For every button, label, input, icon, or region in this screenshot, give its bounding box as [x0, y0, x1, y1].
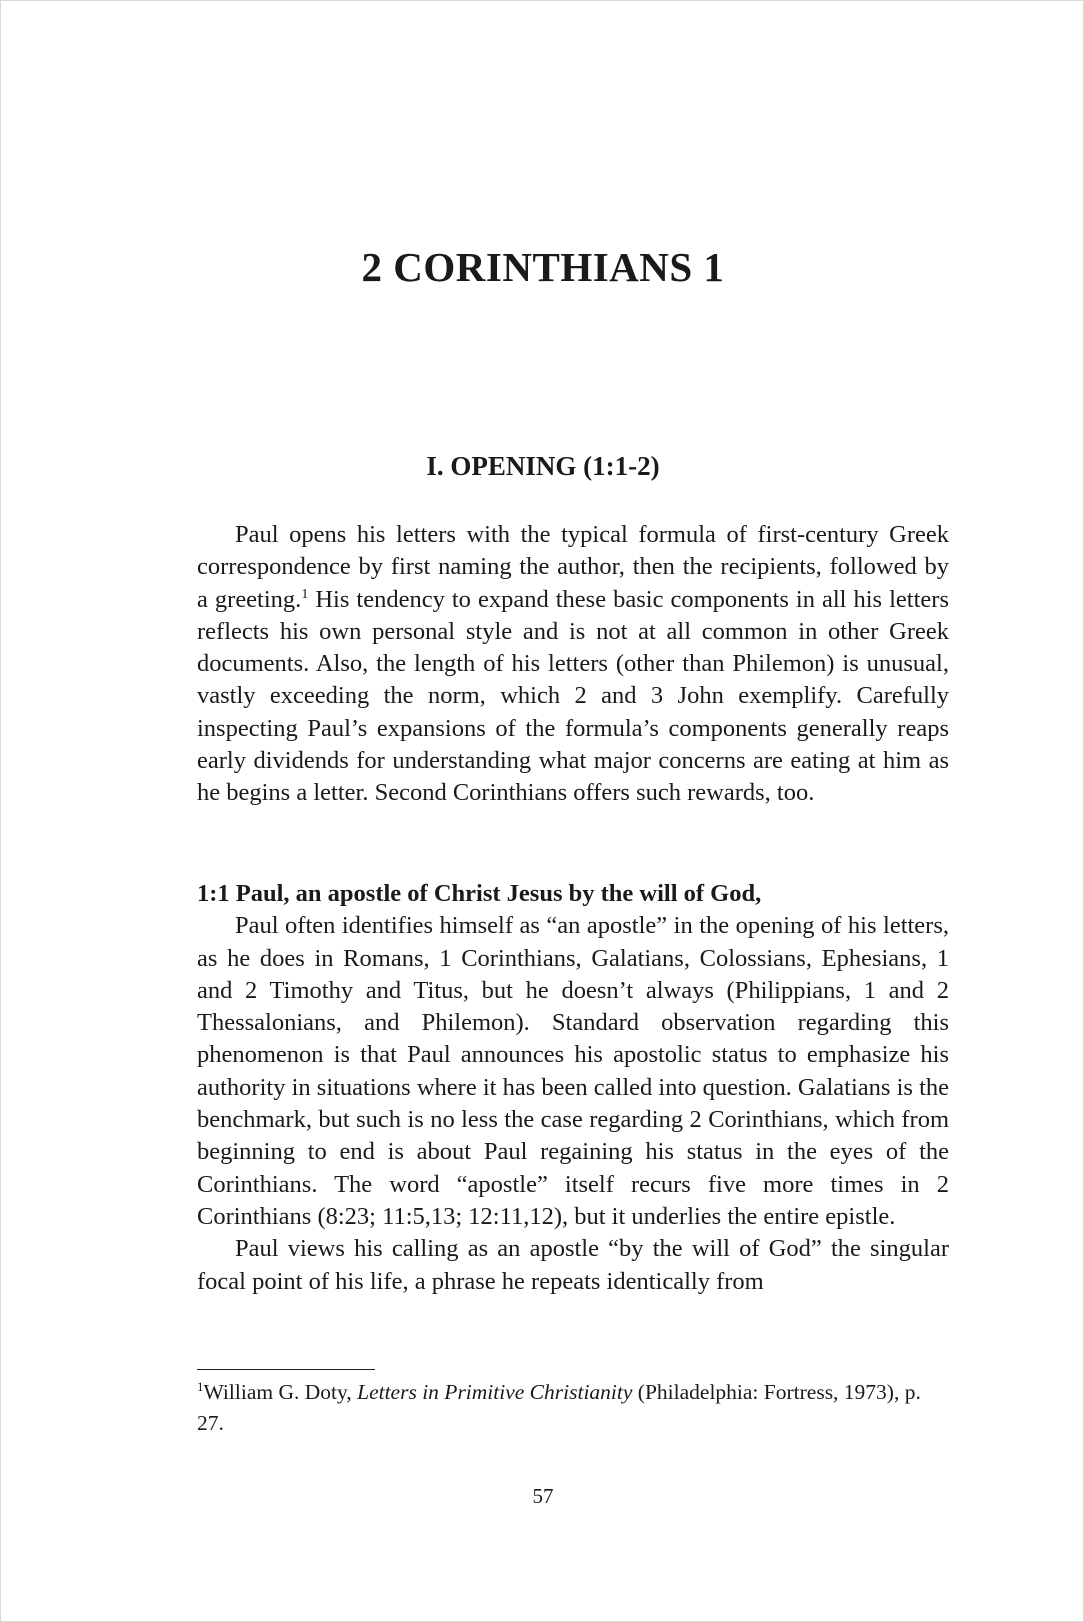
footnote [197, 1377, 949, 1439]
opening-paragraph-text: Paul opens his letters with the typical formula of first-century Greek correspondence by first naming the author, then the recipients, followed by a greeting. [197, 521, 949, 613]
opening-paragraph-block [197, 519, 949, 810]
opening-paragraph [197, 519, 949, 810]
commentary-paragraph-will-of-god: Paul views his calling as an apostle “by the will of God” the singular focal point of his life, a phrase he repeats identically from [197, 1235, 949, 1295]
chapter-title: 2 CORINTHIANS 1 [361, 244, 725, 290]
page-number: 57 [532, 1484, 554, 1508]
footnote-reference[interactable]: 1 [301, 586, 309, 602]
commentary-paragraph-apostle: Paul often identifies himself as “an apostle” in the opening of his letters, as he does in Romans, 1 Corinthians, Galatians, Colossians, Ephesians, 1 and 2 Timothy and Titus, but he doesn’t always (Philippians, 1 and 2 Thessalonians, and Philemon). Standard observation regarding this phenomenon is that Paul announces his apostolic status to emphasize his authority in situations where it has been called into question. Galatians is the benchmark, but such is no less the case regarding 2 Corinthians, which from beginning to end is about Paul regaining his status in the eyes of the Corinthians. The word “apostle” itself recurs five more times in 2 Corinthians (8:23; 11:5,13; 12:11,12), but it underlies the entire epistle. [197, 912, 949, 1230]
verse-commentary-block [197, 878, 949, 1298]
footnote-divider [197, 1369, 375, 1370]
verse-reference: 1:1 Paul, an apostle of Christ Jesus by the will of God, [197, 880, 762, 907]
footnote-publication: (Philadelphia: Fortress, 1973), p. 27. [197, 1380, 921, 1435]
section-heading: I. OPENING (1:1-2) [426, 451, 660, 481]
footnote-author: William G. Doty, [203, 1380, 358, 1404]
footnote-marker: 1 [197, 1378, 204, 1394]
opening-paragraph-continuation: His tendency to expand these basic components in all his letters reflects his own personal style and is not at all common in other Greek documents. Also, the length of his letters (other than Philemon) is unusual, vastly exceeding the norm, which 2 and 3 John exemplify. Carefully inspecting Paul’s expansions of the formula’s components generally reaps early dividends for understanding what major concerns are eating at him as he begins a letter. Second Corinthians offers such rewards, too. [197, 585, 949, 807]
footnote-title: Letters in Primitive Christianity [357, 1380, 633, 1404]
